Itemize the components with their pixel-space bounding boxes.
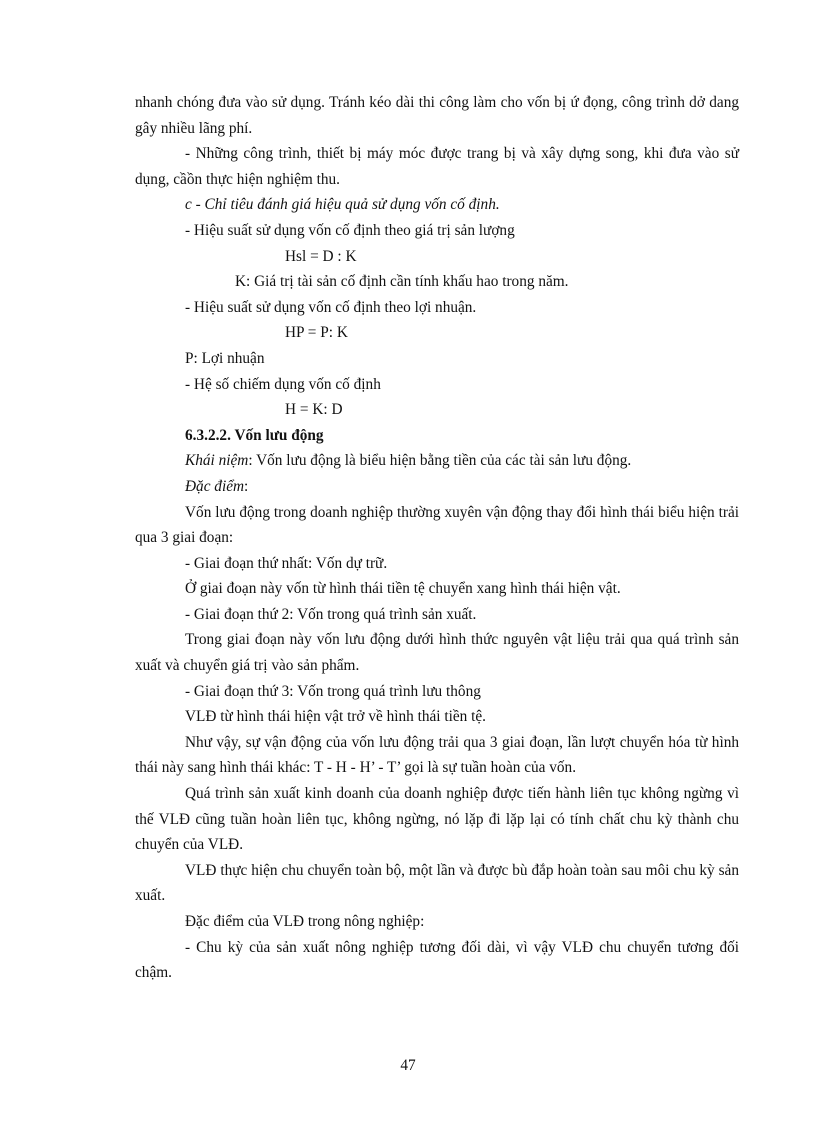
page-number: 47 [400, 1057, 416, 1074]
paragraph: P: Lợi nhuận [185, 349, 265, 367]
paragraph: nhanh chóng đưa vào sử dụng. Tránh kéo dài thi công làm cho vốn bị ứ đọng, công trình dở dang gây nhiều lãng phí. [135, 94, 739, 137]
paragraph: Đặc điểm của VLĐ trong nông nghiệp: [185, 913, 425, 930]
paragraph: - Hiệu suất sử dụng vốn cố định theo giá trị sản lượng [185, 221, 515, 239]
term-label: Đặc điểm [185, 477, 245, 495]
paragraph: - Hiệu suất sử dụng vốn cố định theo lợi nhuận. [185, 298, 477, 316]
paragraph: VLĐ thực hiện chu chuyển toàn bộ, một lần và được bù đắp hoàn toàn sau môi chu kỳ sản xuất. [135, 861, 739, 905]
paragraph: - Giai đoạn thứ 2: Vốn trong quá trình sản xuất. [185, 605, 477, 623]
formula-hp: HP = P: K [285, 324, 348, 342]
paragraph: - Chu kỳ của sản xuất nông nghiệp tương đối dài, vì vậy VLĐ chu chuyển tương đối chậm. [135, 938, 739, 982]
section-heading: 6.3.2.2. Vốn lưu động [185, 426, 324, 444]
paragraph: Như vậy, sự vận động của vốn lưu động trải qua 3 giai đoạn, lần lượt chuyển hóa từ hình thái này sang hình thái khác: T - H - H’ - T’ gọi là sự tuần hoàn của vốn. [135, 733, 739, 777]
formula-h: H = K: D [285, 401, 343, 419]
paragraph: Trong giai đoạn này vốn lưu động dưới hình thức nguyên vật liệu trải qua quá trình sản xuất và chuyển giá trị vào sản phẩm. [135, 631, 739, 675]
paragraph: VLĐ từ hình thái hiện vật trở về hình thái tiền tệ. [185, 708, 487, 726]
paragraph: - Giai đoạn thứ nhất: Vốn dự trữ. [185, 554, 388, 572]
page-body [135, 90, 739, 986]
paragraph: - Những công trình, thiết bị máy móc được trang bị và xây dựng song, khi đưa vào sử dụng, cầồn thực hiện nghiệm thu. [135, 145, 739, 188]
paragraph: - Hệ số chiếm dụng vốn cố định [185, 375, 381, 393]
paragraph [135, 448, 739, 474]
paragraph: Ở giai đoạn này vốn từ hình thái tiền tệ chuyển xang hình thái hiện vật. [185, 580, 621, 598]
paragraph: K: Giá trị tài sản cố định cần tính khấu hao trong năm. [235, 273, 569, 291]
term-definition: : Vốn lưu động là biểu hiện bằng tiền của các tài sản lưu động. [248, 452, 632, 470]
term-label: Khái niệm [185, 452, 249, 470]
term-definition: : [244, 477, 249, 495]
paragraph [135, 474, 739, 500]
paragraph: - Giai đoạn thứ 3: Vốn trong quá trình lưu thông [185, 682, 481, 700]
formula-hsl: Hsl = D : K [285, 247, 357, 265]
paragraph: Vốn lưu động trong doanh nghiệp thường xuyên vận động thay đổi hình thái biểu hiện trải qua 3 giai đoạn: [135, 503, 739, 547]
paragraph: Quá trình sản xuất kinh doanh của doanh nghiệp được tiến hành liên tục không ngừng vì thế VLĐ cũng tuần hoàn liên tục, không ngừng, nó lặp đi lặp lại có tính chất chu kỳ thành chu chuyển của VLĐ. [135, 785, 739, 854]
section-heading-italic: c - Chỉ tiêu đánh giá hiệu quả sử dụng vốn cố định. [185, 196, 500, 214]
